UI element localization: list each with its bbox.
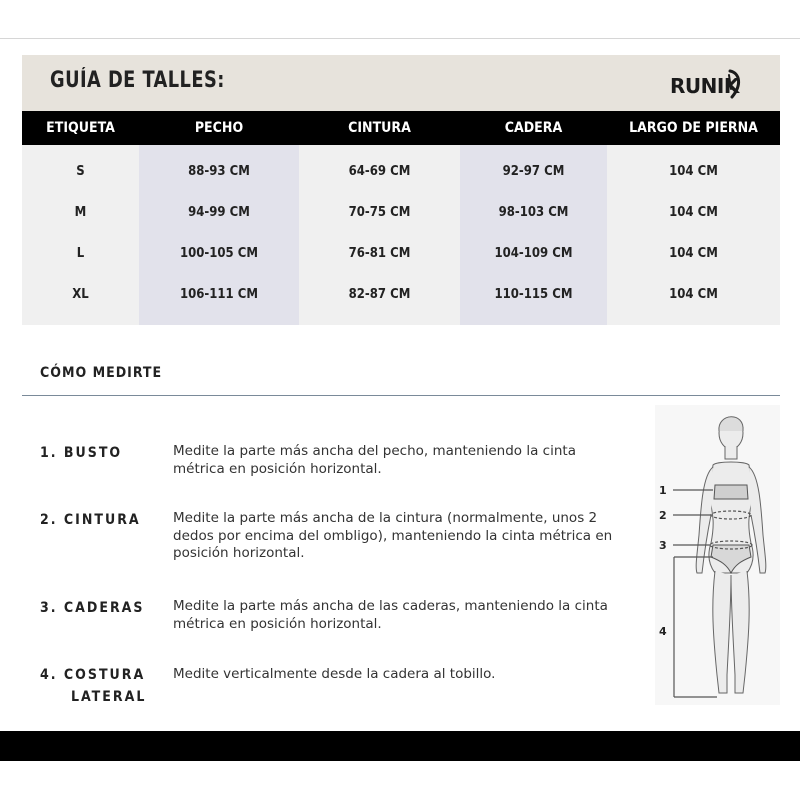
page-title: GUÍA DE TALLES: [50,68,225,93]
step-label-caderas: 3. CADERAS [40,600,145,616]
col-header-cintura: CINTURA [348,120,411,136]
step-text-busto: Medite la parte más ancha del pecho, manteniendo la cinta métrica en posición horizontal. [173,443,576,477]
step-text-cintura: Medite la parte más ancha de la cintura (normalmente, unos 2 dedos por encima del ombligo), manteniendo la cinta métrica en posición horizontal. [173,510,613,561]
cell-size: M [74,205,87,220]
col-header-etiqueta: ETIQUETA [46,120,115,136]
figure-label-2: 2 [659,509,667,522]
cell-cadera: 104-109 CM [494,246,573,261]
body-silhouette-icon [655,405,780,705]
step-label-costura: 4. COSTURA [40,667,146,683]
cell-cadera: 92-97 CM [502,164,565,179]
col-header-pecho: PECHO [194,120,244,136]
table-header [22,111,780,145]
cell-pecho: 88-93 CM [188,164,250,179]
step-label-lateral: LATERAL [71,689,147,705]
cell-size: S [76,164,85,179]
cell-largo: 104 CM [669,287,718,302]
step-label-cintura: 2. CINTURA [40,512,141,528]
brand-logo-text: RUNIK [670,74,739,98]
cell-cadera: 98-103 CM [498,205,569,220]
footer-bar [0,731,800,761]
cell-cintura: 76-81 CM [348,246,411,261]
top-divider [0,38,800,39]
brand-logo [670,67,750,101]
col-header-cadera: CADERA [504,120,563,136]
brand-swoosh-icon [716,67,750,101]
table-row [22,274,780,315]
cell-pecho: 106-111 CM [180,287,258,302]
cell-cadera: 110-115 CM [494,287,573,302]
body-measurement-figure [655,405,780,705]
cell-cintura: 64-69 CM [348,164,411,179]
cell-pecho: 94-99 CM [188,205,250,220]
cell-largo: 104 CM [669,205,718,220]
size-table-body [22,145,780,325]
how-to-measure-title: CÓMO MEDIRTE [40,365,163,381]
table-row [22,192,780,233]
step-text-costura: Medite verticalmente desde la cadera al tobillo. [173,666,496,682]
cell-size: XL [72,287,89,302]
col-header-largo-pierna: LARGO DE PIERNA [629,120,758,136]
cell-cintura: 82-87 CM [348,287,411,302]
figure-label-3: 3 [659,539,667,552]
step-text-caderas: Medite la parte más ancha de las caderas, manteniendo la cinta métrica en posición horizontal. [173,598,608,632]
cell-largo: 104 CM [669,246,718,261]
step-label-busto: 1. BUSTO [40,445,123,461]
table-row [22,233,780,274]
figure-label-4: 4 [659,625,667,638]
table-row [22,151,780,192]
cell-size: L [76,246,85,261]
size-guide-header [22,55,780,111]
cell-pecho: 100-105 CM [180,246,258,261]
cell-cintura: 70-75 CM [348,205,411,220]
section-divider [22,395,780,396]
figure-label-1: 1 [659,484,667,497]
cell-largo: 104 CM [669,164,718,179]
